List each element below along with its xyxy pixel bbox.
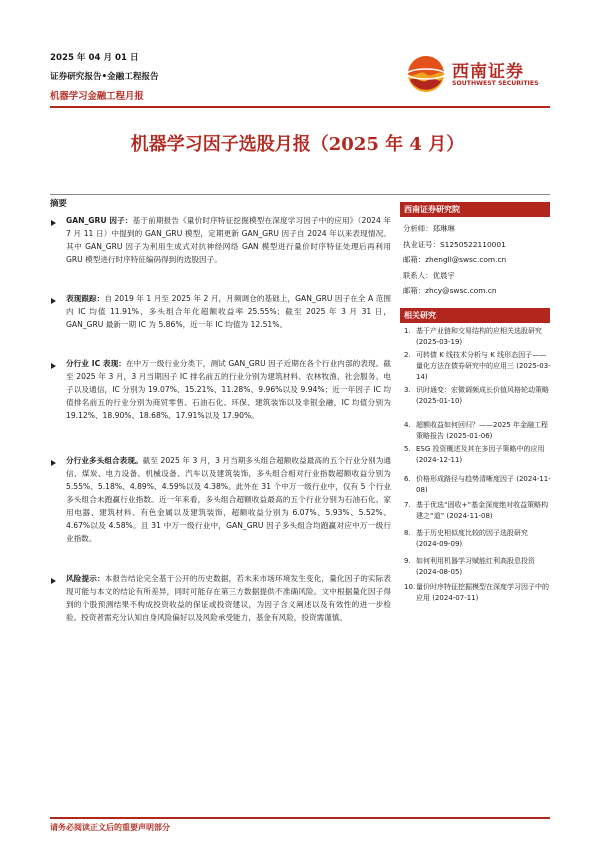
related-item-date: (2024-11-08) [416, 475, 551, 494]
related-item-date: (2024-11-08) [446, 512, 493, 520]
related-item[interactable] [404, 528, 552, 550]
related-item-number: 7. [404, 501, 411, 509]
related-item-number: 8. [404, 529, 411, 537]
related-item-date: (2024-09-09) [416, 540, 463, 548]
related-item-title: 基于产业链和交易结构的应相关选股研究 [416, 327, 542, 335]
header-divider [50, 106, 550, 108]
paragraph-text: 本报告结论完全基于公开的历史数据，若未来市场环境发生变化，量化因子的实际表现可能与本文的结论有所差异，同时可能存在第三方数据提供不准确风险。文中根据量化因子得到的个股预测结果不构成投资收益的保证或投资建议，为因子含义阐述以及有效性的进一步检验。投资者需充分认知自身风险偏好以及风险承受能力，基金有风险，投资需谨慎。 [66, 574, 392, 622]
related-item-title: 价格形成路径与趋势清晰度因子 [416, 475, 514, 483]
company-logo-icon [404, 53, 448, 95]
analyst-email[interactable]: 邮箱：zhengll@swsc.com.cn [403, 255, 507, 264]
summary-paragraph [66, 572, 391, 624]
paragraph-lead: 风险提示： [66, 574, 105, 583]
related-item-title: 如何利用机器学习赋能红利高股息投资 [416, 557, 535, 565]
summary-paragraph [66, 292, 391, 331]
contact-email[interactable]: 邮箱：zhcy@swsc.com.cn [403, 286, 497, 295]
related-item[interactable] [404, 326, 552, 348]
related-item[interactable] [404, 556, 552, 578]
summary-paragraph [66, 454, 391, 545]
report-type: 证券研究报告•金融工程报告 [50, 72, 159, 82]
contact-name: 联系人：优晨宇 [403, 271, 455, 280]
paragraph-lead: 表现跟踪： [66, 294, 105, 303]
paragraph-lead: 分行业多头组合表现。 [66, 456, 143, 465]
paragraph-text: 自 2019 年 1 月至 2025 年 2 月，月频调仓的基础上，GAN_GRU 因子在全 A 范围内 IC 均值 11.91%，多头组合年化超额收益率 25.55%；截至 2025 年 3 月 31 日，GAN_GRU 最新一期 IC 为 5.86%，近一年 IC 均值为 12.51%。 [66, 294, 391, 329]
company-logo-english: SOUTHWEST SECURITIES [452, 80, 539, 87]
related-item-number: 6. [404, 475, 411, 483]
related-item-date: (2025-01-06) [446, 432, 493, 440]
related-item-title: ESG 投资概述及其在多因子策略中的应用 [416, 445, 545, 453]
summary-paragraph [66, 357, 391, 422]
paragraph-text: 截至 2025 年 3 月，3 月当期多头组合超额收益最高的五个行业分别为通信、煤炭、电力设备、机械设备、汽车以及建筑装饰，多头组合相对行业指数超额收益分别为 5.55%、5.18%、4.89%、4.59%以及 4.38%。此外在 31 个中万一级行业中，仅有 5 个行业多头组合未跑赢行业指数。近一年来看，多头组合超额收益最高的五个行业分别为石油石化、家用电器、建筑材料、有色金属以及建筑装饰，超额收益分别为 6.07%、5.93%、5.52%、4.67%以及 4.58%。且 31 中万一级行业中，GAN_GRU 因子多头组合均跑赢对应中万一级行业指数。 [66, 456, 392, 543]
related-item-date: (2025-01-10) [416, 397, 463, 405]
related-item-date: (2024-08-05) [416, 568, 463, 576]
bullet-icon [51, 363, 56, 369]
bullet-icon [51, 460, 56, 466]
paragraph-text: 在中万一级行业分类下，测试 GAN_GRU 因子近期在各个行业内部的表现。截至 2025 年 3 月，3 月当期因子 IC 排名前五的行业分别为建筑材料、农林牧渔、社会服务、电子以及通信，IC 分别为 19.07%、15.21%、11.28%、9.96%以及 9.94%；近一年因子 IC 均值排名前五的行业分别为商贸零售、石油石化、环保、建筑装饰以及非银金融，IC 均值分别为 19.12%、18.90%、18.68%、17.91%以及 17.90%。 [66, 359, 391, 420]
related-item[interactable] [404, 350, 552, 383]
related-item-date: (2025-03-14) [416, 362, 551, 381]
institute-heading: 西南证券研究院 [400, 202, 550, 217]
related-item-number: 10. [404, 583, 416, 591]
bullet-icon [51, 578, 56, 584]
related-item[interactable] [404, 474, 552, 496]
bullet-icon [51, 298, 56, 304]
related-item-number: 1. [404, 327, 411, 335]
related-item-number: 3. [404, 386, 411, 394]
related-item-title: 基于优选“固收+”基金深度绝对收益策略构建之“道” [416, 501, 549, 520]
paragraph-lead: 分行业 IC 表现： [66, 359, 126, 368]
company-logo-name: 西南证券 [452, 62, 524, 82]
related-item[interactable] [404, 420, 552, 442]
report-series: 机器学习金融工程月报 [50, 91, 144, 102]
related-item-title: 识时通变：宏微调频成长价值风格轮动策略 [416, 386, 549, 394]
paragraph-lead: GAN_GRU 因子： [66, 216, 133, 225]
related-item[interactable] [404, 582, 552, 604]
report-title: 机器学习因子选股月报（2025 年 4 月） [130, 134, 465, 155]
related-item-date: (2025-03-19) [416, 338, 463, 346]
footer-notice: 请务必阅读正文后的重要声明部分 [50, 823, 170, 832]
summary-heading: 摘要 [50, 198, 67, 208]
analyst-name: 分析师：郑琳琳 [403, 224, 455, 233]
related-item[interactable] [404, 500, 552, 522]
related-item-title: 量价时序特征挖掘模型在深度学习因子中的应用 [416, 583, 549, 602]
paragraph-text: 基于前期报告《量价时序特征挖掘模型在深度学习因子中的应用》（2024 年 7 月 11 日）中提到的 GAN_GRU 模型，定期更新 GAN_GRU 因子自 2024 年以来表现情况。其中 GAN_GRU 因子为利用生成式对抗神经网络 GAN 模型进行量价时序特征处理后再利用 GRU 模型进行时序特征编码得到的选股因子。 [66, 216, 392, 264]
related-item-title: 基于历史相似度比较的因子选股研究 [416, 529, 528, 537]
related-item[interactable] [404, 444, 552, 466]
related-item-number: 4. [404, 421, 411, 429]
related-research-heading: 相关研究 [400, 308, 550, 323]
related-item-date: (2024-07-11) [432, 594, 479, 602]
related-item-number: 2. [404, 351, 411, 359]
related-item-number: 9. [404, 557, 411, 565]
analyst-license: 执业证号：S1250522110001 [403, 240, 506, 249]
related-item-title: 超额收益如何回归？——2025 年金融工程策略报告 [416, 421, 549, 440]
related-item[interactable] [404, 385, 552, 407]
summary-divider [50, 194, 550, 195]
footer-divider [50, 817, 550, 819]
report-date: 2025 年 04 月 01 日 [50, 53, 139, 63]
related-item-title: 可转债 K 线技术分析与 K 线形态因子——量化方法在债券研究中的应用三 [416, 351, 547, 370]
bullet-icon [51, 220, 56, 226]
related-item-date: (2024-12-11) [416, 456, 463, 464]
related-item-number: 5. [404, 445, 411, 453]
summary-paragraph [66, 214, 391, 266]
